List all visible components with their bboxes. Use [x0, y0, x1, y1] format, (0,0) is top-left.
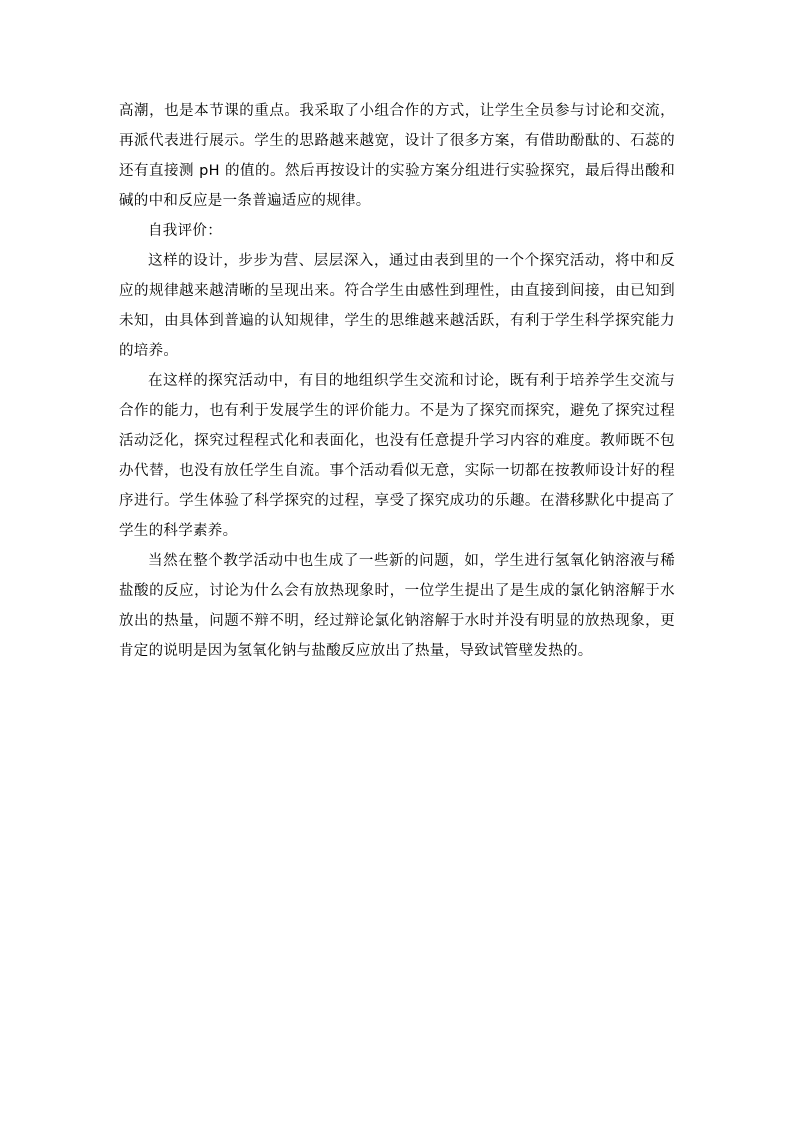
paragraph-new-problems: 当然在整个教学活动中也生成了一些新的问题，如，学生进行氢氧化钠溶液与稀盐酸的反应，讨论为什么会有放热现象时，一位学生提出了是生成的氯化钠溶解于水放出的热量，问题不辩不明，经过辩论氯化钠溶解于水时并没有明显的放热现象，更肯定的说明是因为氢氧化钠与盐酸反应放出了热量，导致试管壁发热的。	[119, 553, 675, 659]
paragraph-design-reflection: 这样的设计，步步为营、层层深入，通过由表到里的一个个探究活动，将中和反应的规律越来越清晰的呈现出来。符合学生由感性到理性，由直接到间接，由已知到未知，由具体到普遍的认知规律，学生的思维越来越活跃，有利于学生科学探究能力的培养。	[119, 253, 675, 359]
paragraph-inquiry-activities: 在这样的探究活动中，有目的地组织学生交流和讨论，既有利于培养学生交流与合作的能力，也有利于发展学生的评价能力。不是为了探究而探究，避免了探究过程活动泛化，探究过程程式化和表面化，也没有任意提升学习内容的难度。教师既不包办代替，也没有放任学生自流。事个活动看似无意，实际一切都在按教师设计好的程序进行。学生体验了科学探究的过程，享受了探究成功的乐趣。在潜移默化中提高了学生的科学素养。	[119, 373, 675, 539]
paragraph-continuation: 高潮，也是本节课的重点。我采取了小组合作的方式，让学生全员参与讨论和交流，再派代表进行展示。学生的思路越来越宽，设计了很多方案，有借助酚酞的、石蕊的还有直接测 pH 的值的。然后再按设计的实验方案分组进行实验探究，最后得出酸和碱的中和反应是一条普遍适应的规律。	[119, 103, 675, 209]
self-evaluation-heading: 自我评价：	[148, 223, 222, 239]
document-body	[119, 96, 675, 666]
